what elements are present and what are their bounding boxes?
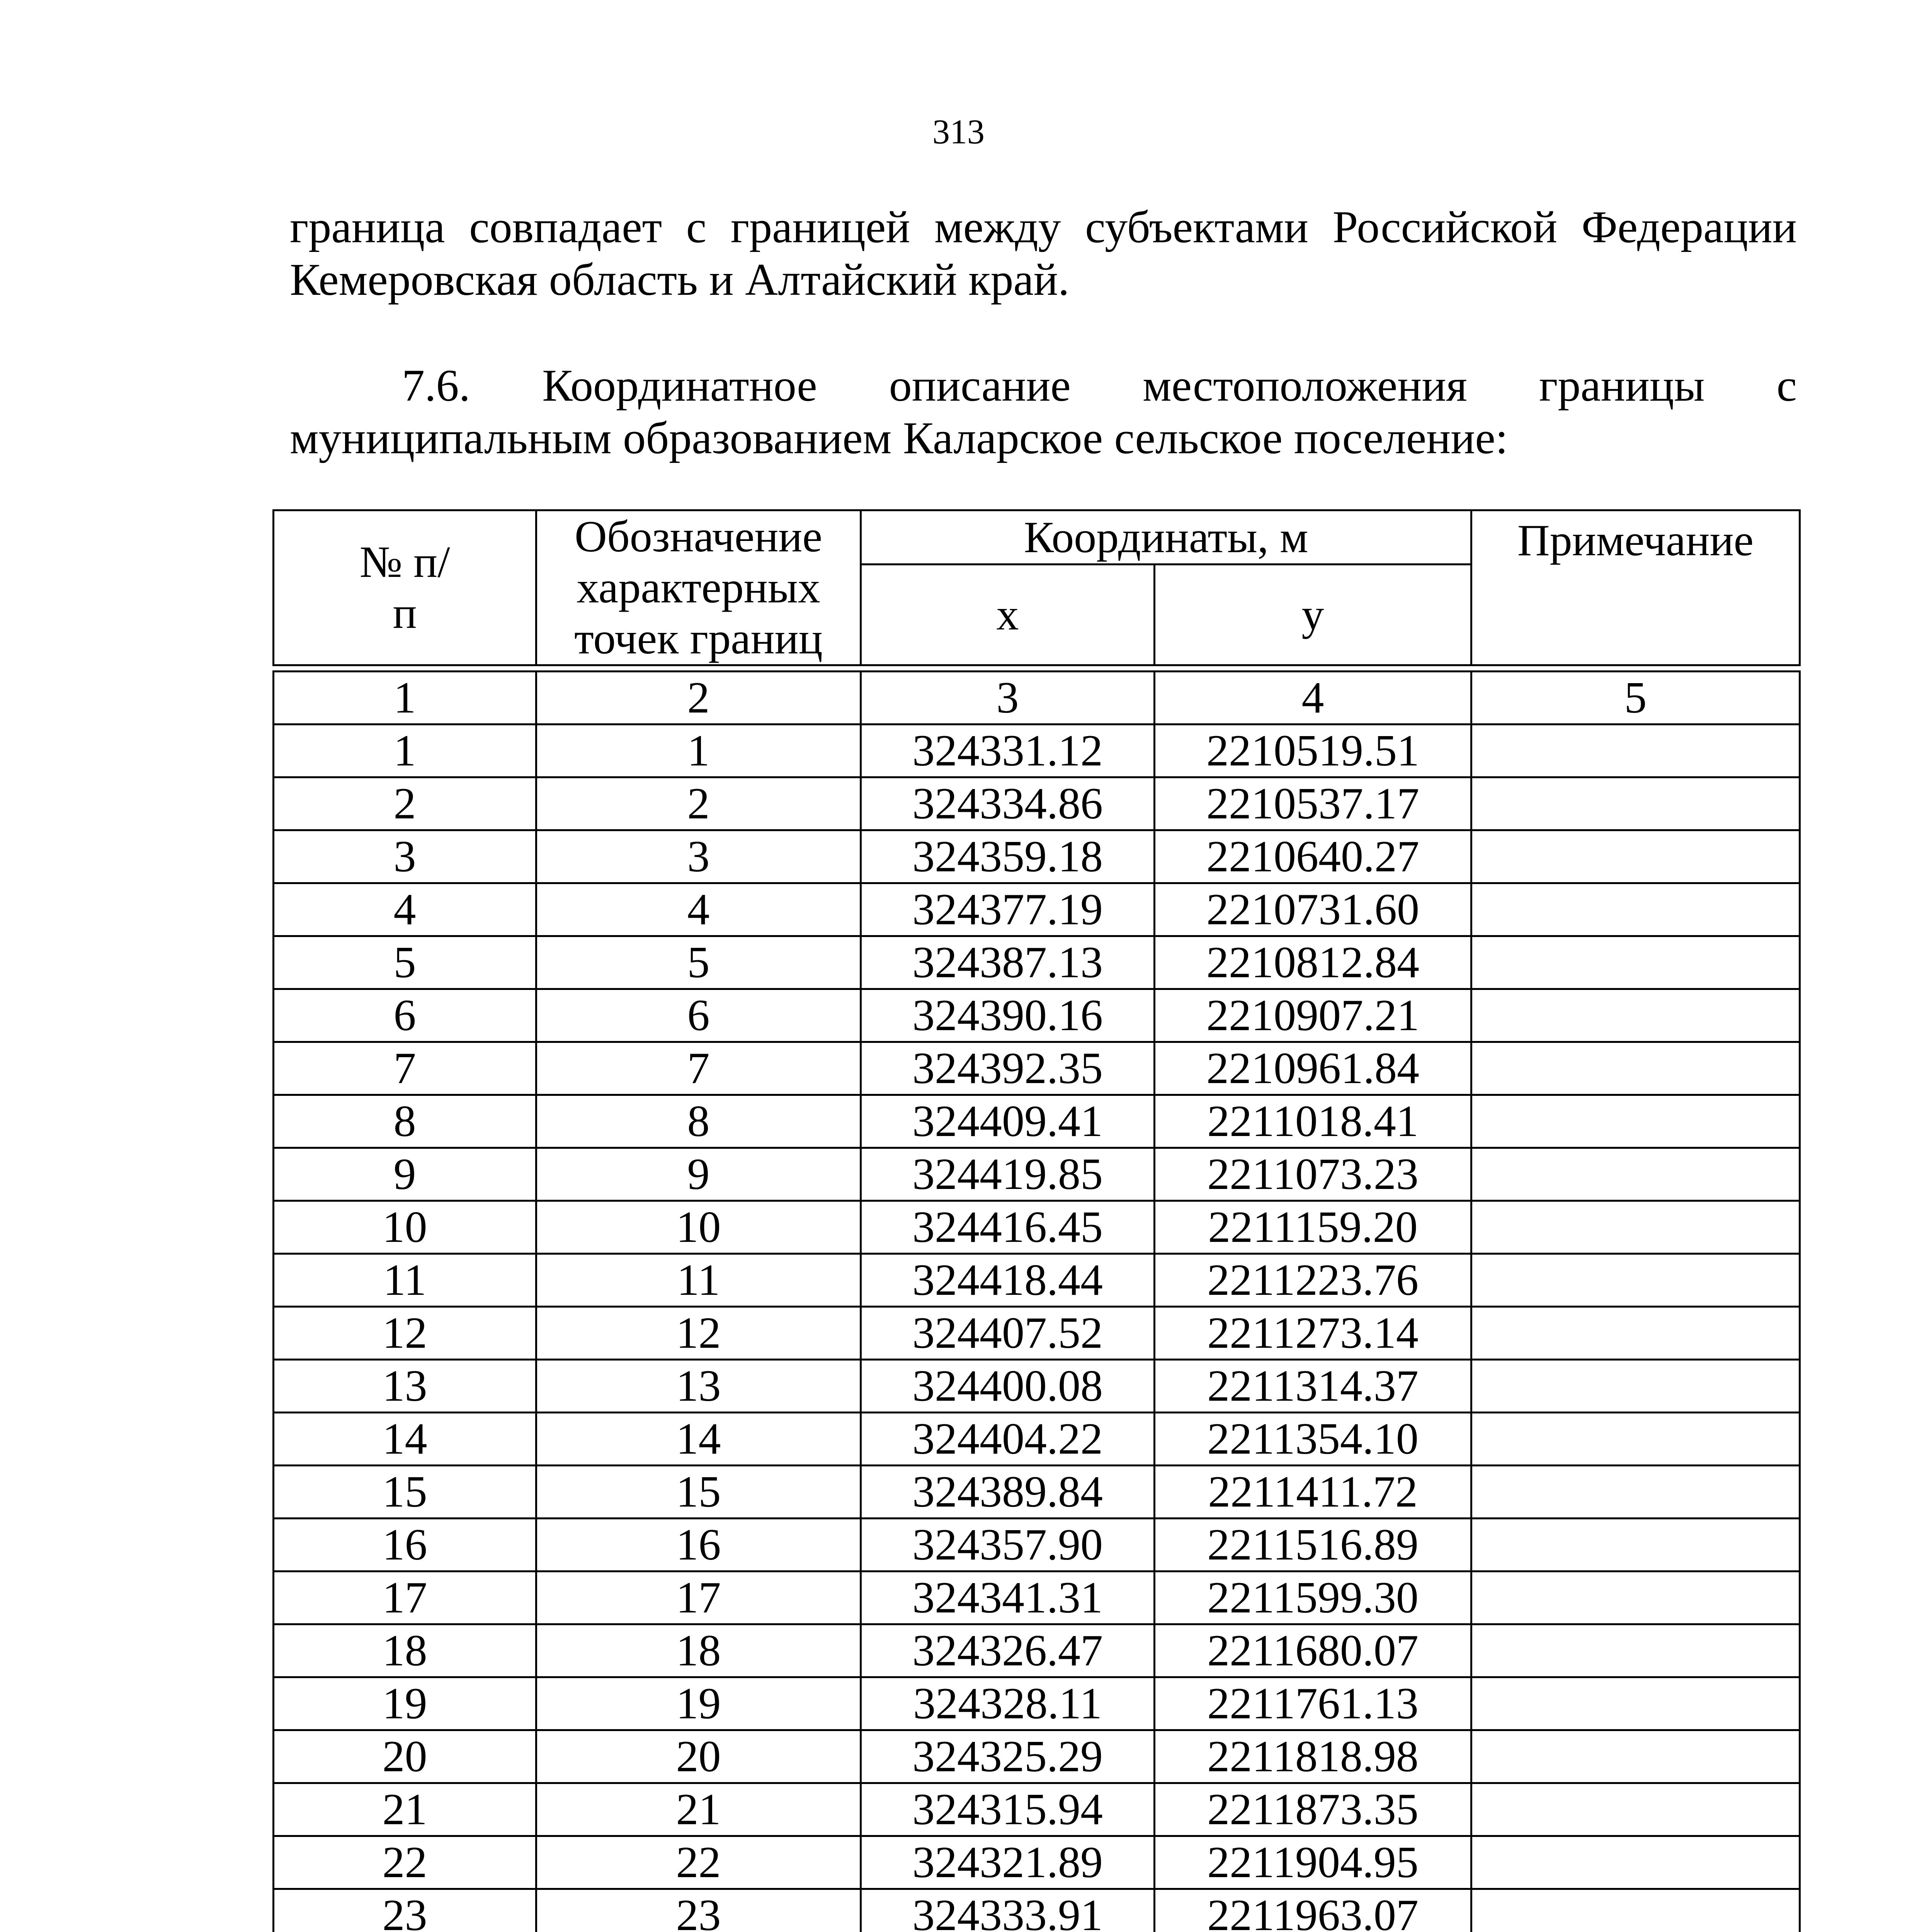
table-row: [274, 724, 1800, 777]
cell-note: [1471, 1571, 1800, 1624]
table-row: [274, 1254, 1800, 1307]
cell-point-id: 6: [536, 989, 861, 1042]
cell-point-id: 11: [536, 1254, 861, 1307]
header-note: Примечание: [1471, 510, 1800, 665]
table-row: [274, 1783, 1800, 1836]
cell-point-id: 18: [536, 1624, 861, 1677]
cell-point-id: 13: [536, 1360, 861, 1413]
table-row: [274, 936, 1800, 989]
header-x: x: [861, 565, 1155, 665]
table-row: [274, 1624, 1800, 1677]
cell-row-number: 11: [274, 1254, 536, 1307]
cell-row-number: 21: [274, 1783, 536, 1836]
table-row: [274, 883, 1800, 936]
cell-row-number: 4: [274, 883, 536, 936]
page-number: 313: [932, 113, 985, 151]
table-row: [274, 989, 1800, 1042]
cell-y: 2211599.30: [1155, 1571, 1471, 1624]
coordinates-table: [272, 670, 1801, 1932]
cell-y: 2211314.37: [1155, 1360, 1471, 1413]
cell-y: 2211761.13: [1155, 1677, 1471, 1730]
table-row: [274, 1730, 1800, 1783]
cell-point-id: 17: [536, 1571, 861, 1624]
cell-row-number: 5: [274, 936, 536, 989]
table-row: [274, 1519, 1800, 1571]
cell-x: 324418.44: [861, 1254, 1155, 1307]
cell-note: [1471, 1201, 1800, 1254]
cell-row-number: 7: [274, 1042, 536, 1095]
cell-note: [1471, 1783, 1800, 1836]
cell-point-id: 21: [536, 1783, 861, 1836]
cell-row-number: 23: [274, 1889, 536, 1932]
cell-y: 2210731.60: [1155, 883, 1471, 936]
cell-y: 2210907.21: [1155, 989, 1471, 1042]
cell-y: 2211516.89: [1155, 1519, 1471, 1571]
cell-note: [1471, 830, 1800, 883]
cell-note: [1471, 1836, 1800, 1889]
table-row: [274, 1307, 1800, 1360]
column-number: 4: [1155, 672, 1471, 724]
cell-x: 324377.19: [861, 883, 1155, 936]
paragraph-line: Кемеровская область и Алтайский край.: [290, 254, 1070, 305]
cell-row-number: 9: [274, 1148, 536, 1201]
cell-point-id: 20: [536, 1730, 861, 1783]
cell-point-id: 10: [536, 1201, 861, 1254]
cell-note: [1471, 1307, 1800, 1360]
cell-point-id: 7: [536, 1042, 861, 1095]
cell-row-number: 1: [274, 724, 536, 777]
cell-x: 324333.91: [861, 1889, 1155, 1932]
cell-x: 324359.18: [861, 830, 1155, 883]
cell-x: 324404.22: [861, 1413, 1155, 1466]
header-point-designation: Обозначение характерных точек границ: [536, 510, 861, 665]
cell-y: 2211963.07: [1155, 1889, 1471, 1932]
cell-point-id: 8: [536, 1095, 861, 1148]
table-row: [274, 1466, 1800, 1519]
cell-x: 324416.45: [861, 1201, 1155, 1254]
cell-row-number: 20: [274, 1730, 536, 1783]
cell-y: 2211411.72: [1155, 1466, 1471, 1519]
cell-x: 324387.13: [861, 936, 1155, 989]
cell-row-number: 14: [274, 1413, 536, 1466]
column-number: 1: [274, 672, 536, 724]
cell-y: 2210537.17: [1155, 777, 1471, 830]
cell-point-id: 4: [536, 883, 861, 936]
cell-x: 324392.35: [861, 1042, 1155, 1095]
cell-note: [1471, 1148, 1800, 1201]
cell-row-number: 18: [274, 1624, 536, 1677]
cell-note: [1471, 1889, 1800, 1932]
paragraph-border-coincides: [290, 201, 1797, 306]
table-row: [274, 1889, 1800, 1932]
cell-x: 324419.85: [861, 1148, 1155, 1201]
cell-x: 324315.94: [861, 1783, 1155, 1836]
cell-y: 2211873.35: [1155, 1783, 1471, 1836]
paragraph-line: граница совпадает с границей между субъектами Российской Федерации: [290, 202, 1797, 252]
cell-note: [1471, 936, 1800, 989]
cell-row-number: 3: [274, 830, 536, 883]
cell-x: 324400.08: [861, 1360, 1155, 1413]
table-row: [274, 1413, 1800, 1466]
table-row: [274, 1571, 1800, 1624]
cell-row-number: 8: [274, 1095, 536, 1148]
cell-note: [1471, 883, 1800, 936]
paragraph-line: 7.6. Координатное описание местоположения границы с: [402, 360, 1797, 411]
table-row: [274, 1677, 1800, 1730]
cell-y: 2211904.95: [1155, 1836, 1471, 1889]
cell-y: 2210640.27: [1155, 830, 1471, 883]
table-row: [274, 1148, 1800, 1201]
table-row: [274, 1836, 1800, 1889]
cell-point-id: 3: [536, 830, 861, 883]
cell-row-number: 2: [274, 777, 536, 830]
table-row: [274, 1042, 1800, 1095]
paragraph-section-7-6: [290, 359, 1797, 464]
cell-y: 2211354.10: [1155, 1413, 1471, 1466]
cell-y: 2210961.84: [1155, 1042, 1471, 1095]
cell-y: 2211159.20: [1155, 1201, 1471, 1254]
table-row: [274, 1360, 1800, 1413]
cell-row-number: 6: [274, 989, 536, 1042]
cell-y: 2211018.41: [1155, 1095, 1471, 1148]
cell-row-number: 22: [274, 1836, 536, 1889]
cell-note: [1471, 1677, 1800, 1730]
cell-y: 2211680.07: [1155, 1624, 1471, 1677]
column-number-row: [274, 672, 1800, 724]
cell-x: 324331.12: [861, 724, 1155, 777]
cell-point-id: 1: [536, 724, 861, 777]
cell-x: 324325.29: [861, 1730, 1155, 1783]
cell-point-id: 5: [536, 936, 861, 989]
cell-note: [1471, 724, 1800, 777]
header-coordinates: Координаты, м: [861, 510, 1471, 565]
header-number: № п/п: [274, 510, 536, 665]
cell-note: [1471, 1519, 1800, 1571]
cell-note: [1471, 989, 1800, 1042]
cell-x: 324326.47: [861, 1624, 1155, 1677]
cell-point-id: 16: [536, 1519, 861, 1571]
cell-note: [1471, 1413, 1800, 1466]
cell-y: 2210519.51: [1155, 724, 1471, 777]
table-row: [274, 1095, 1800, 1148]
cell-note: [1471, 777, 1800, 830]
cell-y: 2211223.76: [1155, 1254, 1471, 1307]
cell-point-id: 14: [536, 1413, 861, 1466]
cell-note: [1471, 1730, 1800, 1783]
cell-x: 324334.86: [861, 777, 1155, 830]
table-row: [274, 830, 1800, 883]
cell-row-number: 12: [274, 1307, 536, 1360]
cell-x: 324389.84: [861, 1466, 1155, 1519]
cell-point-id: 9: [536, 1148, 861, 1201]
cell-row-number: 15: [274, 1466, 536, 1519]
coordinates-table-body: [274, 672, 1800, 1932]
cell-note: [1471, 1095, 1800, 1148]
cell-row-number: 13: [274, 1360, 536, 1413]
cell-point-id: 2: [536, 777, 861, 830]
cell-point-id: 22: [536, 1836, 861, 1889]
cell-row-number: 17: [274, 1571, 536, 1624]
cell-note: [1471, 1042, 1800, 1095]
cell-x: 324390.16: [861, 989, 1155, 1042]
cell-point-id: 15: [536, 1466, 861, 1519]
cell-row-number: 10: [274, 1201, 536, 1254]
cell-x: 324407.52: [861, 1307, 1155, 1360]
column-number: 3: [861, 672, 1155, 724]
cell-x: 324409.41: [861, 1095, 1155, 1148]
table-row: [274, 777, 1800, 830]
paragraph-line: муниципальным образованием Каларское сельское поселение:: [290, 413, 1508, 463]
cell-x: 324357.90: [861, 1519, 1155, 1571]
column-number: 2: [536, 672, 861, 724]
cell-x: 324328.11: [861, 1677, 1155, 1730]
cell-note: [1471, 1466, 1800, 1519]
cell-point-id: 19: [536, 1677, 861, 1730]
cell-note: [1471, 1360, 1800, 1413]
cell-x: 324341.31: [861, 1571, 1155, 1624]
cell-row-number: 19: [274, 1677, 536, 1730]
cell-note: [1471, 1624, 1800, 1677]
cell-row-number: 16: [274, 1519, 536, 1571]
column-number: 5: [1471, 672, 1800, 724]
cell-y: 2210812.84: [1155, 936, 1471, 989]
table-row: [274, 1201, 1800, 1254]
cell-x: 324321.89: [861, 1836, 1155, 1889]
cell-y: 2211818.98: [1155, 1730, 1471, 1783]
cell-y: 2211073.23: [1155, 1148, 1471, 1201]
cell-point-id: 23: [536, 1889, 861, 1932]
header-y: y: [1155, 565, 1471, 665]
cell-note: [1471, 1254, 1800, 1307]
coordinates-table-header: [272, 509, 1801, 666]
cell-point-id: 12: [536, 1307, 861, 1360]
cell-y: 2211273.14: [1155, 1307, 1471, 1360]
